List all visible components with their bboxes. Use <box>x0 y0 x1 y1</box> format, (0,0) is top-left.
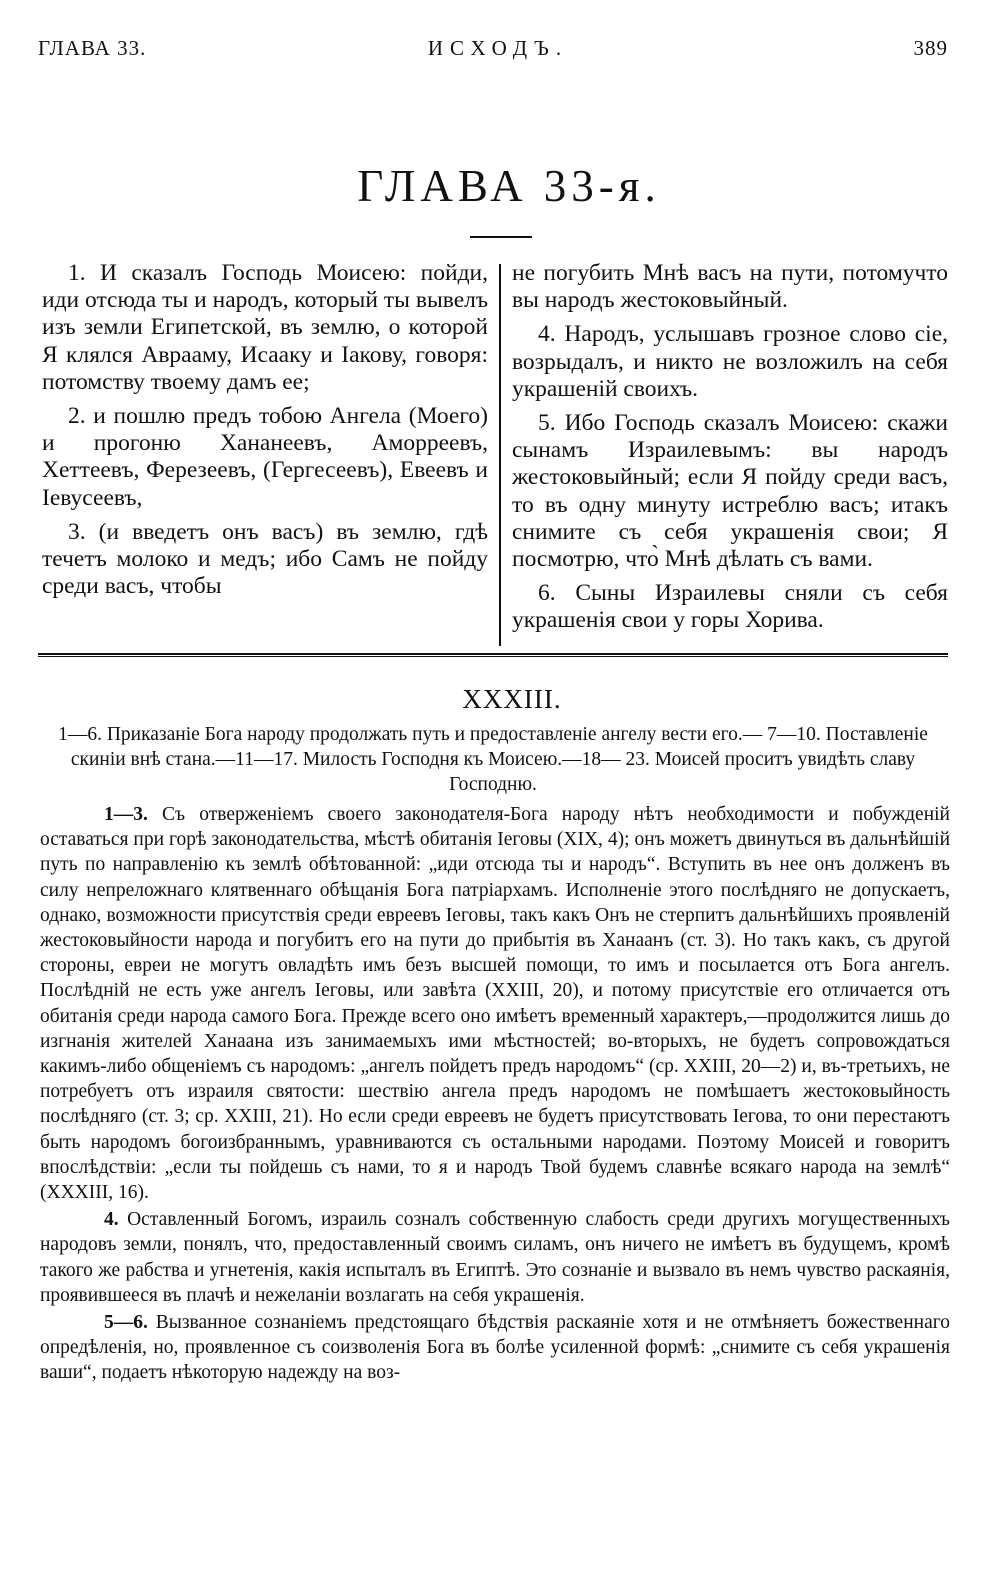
chapter-title: ГЛАВА 33-я. <box>357 161 661 211</box>
commentary-text: Вызванное сознаніемъ предстоящаго бѣдствія раскаяніе хотя и не отмѣняетъ божественнаго опредѣленія, но, проявленное съ соизволенія Бога въ болѣе усиленной формѣ: „снимите съ себя украшенія ваши“, подаетъ нѣкоторую надежду на воз- <box>40 1312 950 1384</box>
verse-reference: 4. <box>104 1209 119 1231</box>
verse-3: 3. (и введетъ онъ васъ) въ землю, гдѣ течетъ молоко и медъ; ибо Самъ не пойду среди васъ, чтобы <box>42 518 488 600</box>
verse-reference: 1—3. <box>104 804 148 825</box>
section-number: XXXIII. <box>462 684 562 714</box>
chapter-summary: 1—6. Приказаніе Бога народу продолжать путь и предоставленіе ангелу вести его.— 7—10. Поставленіе скиніи внѣ стана.—11—17. Милость Господня къ Моисею.—18— 23. Моисей проситъ увидѣть славу Господню. <box>58 724 928 795</box>
commentary-paragraph <box>40 802 950 1205</box>
verse-3-continuation: не погубить Мнѣ васъ на пути, потомучто вы народъ жестоковыйный. <box>512 260 948 314</box>
page-number: 389 <box>913 36 948 60</box>
section-rule <box>38 653 948 655</box>
running-head-chapter: ГЛАВА 33. <box>38 36 147 60</box>
verse-5: 5. Ибо Господь сказалъ Моисею: скажи сынамъ Израилевымъ: вы народъ жестоковыйный; если Я пойду среди васъ, то въ одну минуту истреблю васъ; итакъ снимите съ себя украшенія свои; Я посмотрю, что̀ Мнѣ дѣлать съ вами. <box>512 410 948 573</box>
running-head-book-title: ИСХОДЪ. <box>427 36 569 60</box>
verse-2: 2. и пошлю предъ тобою Ангела (Моего) и прогоню Хананеевъ, Аморреевъ, Хеттеевъ, Ферезеевъ, (Гергесеевъ), Евеевъ и Іевусеевъ, <box>42 403 488 511</box>
scripture-text <box>38 260 948 652</box>
commentary <box>40 802 950 1388</box>
verse-4: 4. Народъ, услышавъ грозное слово сіе, возрыдалъ, и никто не возложилъ на себя украшеній своихъ. <box>512 321 948 402</box>
verse-6: 6. Сыны Израилевы сняли съ себя украшенія свои у горы Хорива. <box>512 580 948 634</box>
section-rule-thin <box>38 656 948 657</box>
commentary-text: Оставленный Богомъ, израиль созналъ собственную слабость среди другихъ могущественныхъ народовъ земли, понялъ, что, предоставленный своимъ силамъ, онъ ничего не имѣетъ въ будущемъ, кромѣ такого же рабства и угнетенія, какія испыталъ въ Египтѣ. Это сознаніе и вызвало въ немъ чувство раскаянія, проявившееся въ плачѣ и нежеланіи возлагать на себя украшенія. <box>40 1209 950 1306</box>
title-rule <box>470 236 532 238</box>
verse-1: 1. И сказалъ Господь Моисею: пойди, иди отсюда ты и народъ, который ты вывелъ изъ земли Египетской, въ землю, о которой Я клялся Аврааму, Исааку и Іакову, говоря: потомству твоему дамъ ее; <box>42 260 488 395</box>
commentary-text: Съ отверженіемъ своего законодателя-Бога народу нѣтъ необходимости и побужденій оставаться при горѣ законодательства, мѣстѣ обитанія Іеговы (XIX, 4); онъ можетъ двинуться въ дальнѣйшій путь по направленію къ землѣ обѣтованной: „иди отсюда ты и народъ“. Вступить въ нее онъ долженъ въ силу непреложнаго клятвеннаго обѣщанія Бога патріархамъ. Исполненіе этого послѣдняго не допускаетъ, однако, возможности присутствія среди евреевъ Іеговы, такъ какъ Онъ не стерпитъ дальнѣйшихъ проявленій жестоковыйности народа и погубитъ его на пути до прибытія въ Ханаанъ (ст. 3). Но такъ какъ, съ другой стороны, евреи не могутъ овладѣть имъ безъ высшей помощи, то имъ и посылается отъ Бога ангелъ. Послѣдній не есть уже ангелъ Іеговы, или завѣта (XXIII, 20), и потому присутствіе его отличается отъ обитанія среди народа самого Бога. Прежде всего оно имѣетъ временный характеръ,—продолжится лишь до изгнанія жителей Ханаана изъ занимаемыхъ ими мѣстностей; во-вторыхъ, не будетъ сопровождаться какимъ-либо общеніемъ съ народомъ: „ангелъ пойдетъ предъ народомъ“ (ср. XXIII, 20—2) и, въ-третьихъ, не потребуетъ отъ израиля святости: шествію ангела предъ народомъ не помѣшаетъ жестоковыйность послѣдняго (ст. 3; ср. XXIII, 21). Но если среди евреевъ не будетъ присутствовать Іегова, то они перестаютъ быть народомъ богоизбраннымъ, уравниваются съ остальными народами. Поэтому Моисей и говоритъ впослѣдствіи: „если ты пойдешь съ нами, то я и народъ Твой будемъ славнѣе всякаго народа на землѣ“ (XXXIII, 16). <box>40 804 950 1204</box>
scripture-column-left <box>42 260 488 607</box>
running-head <box>38 36 948 70</box>
verse-reference: 5—6. <box>104 1312 148 1334</box>
column-rule <box>499 264 501 646</box>
scripture-column-right <box>512 260 948 642</box>
commentary-paragraph <box>40 1310 950 1386</box>
commentary-paragraph <box>40 1207 950 1308</box>
